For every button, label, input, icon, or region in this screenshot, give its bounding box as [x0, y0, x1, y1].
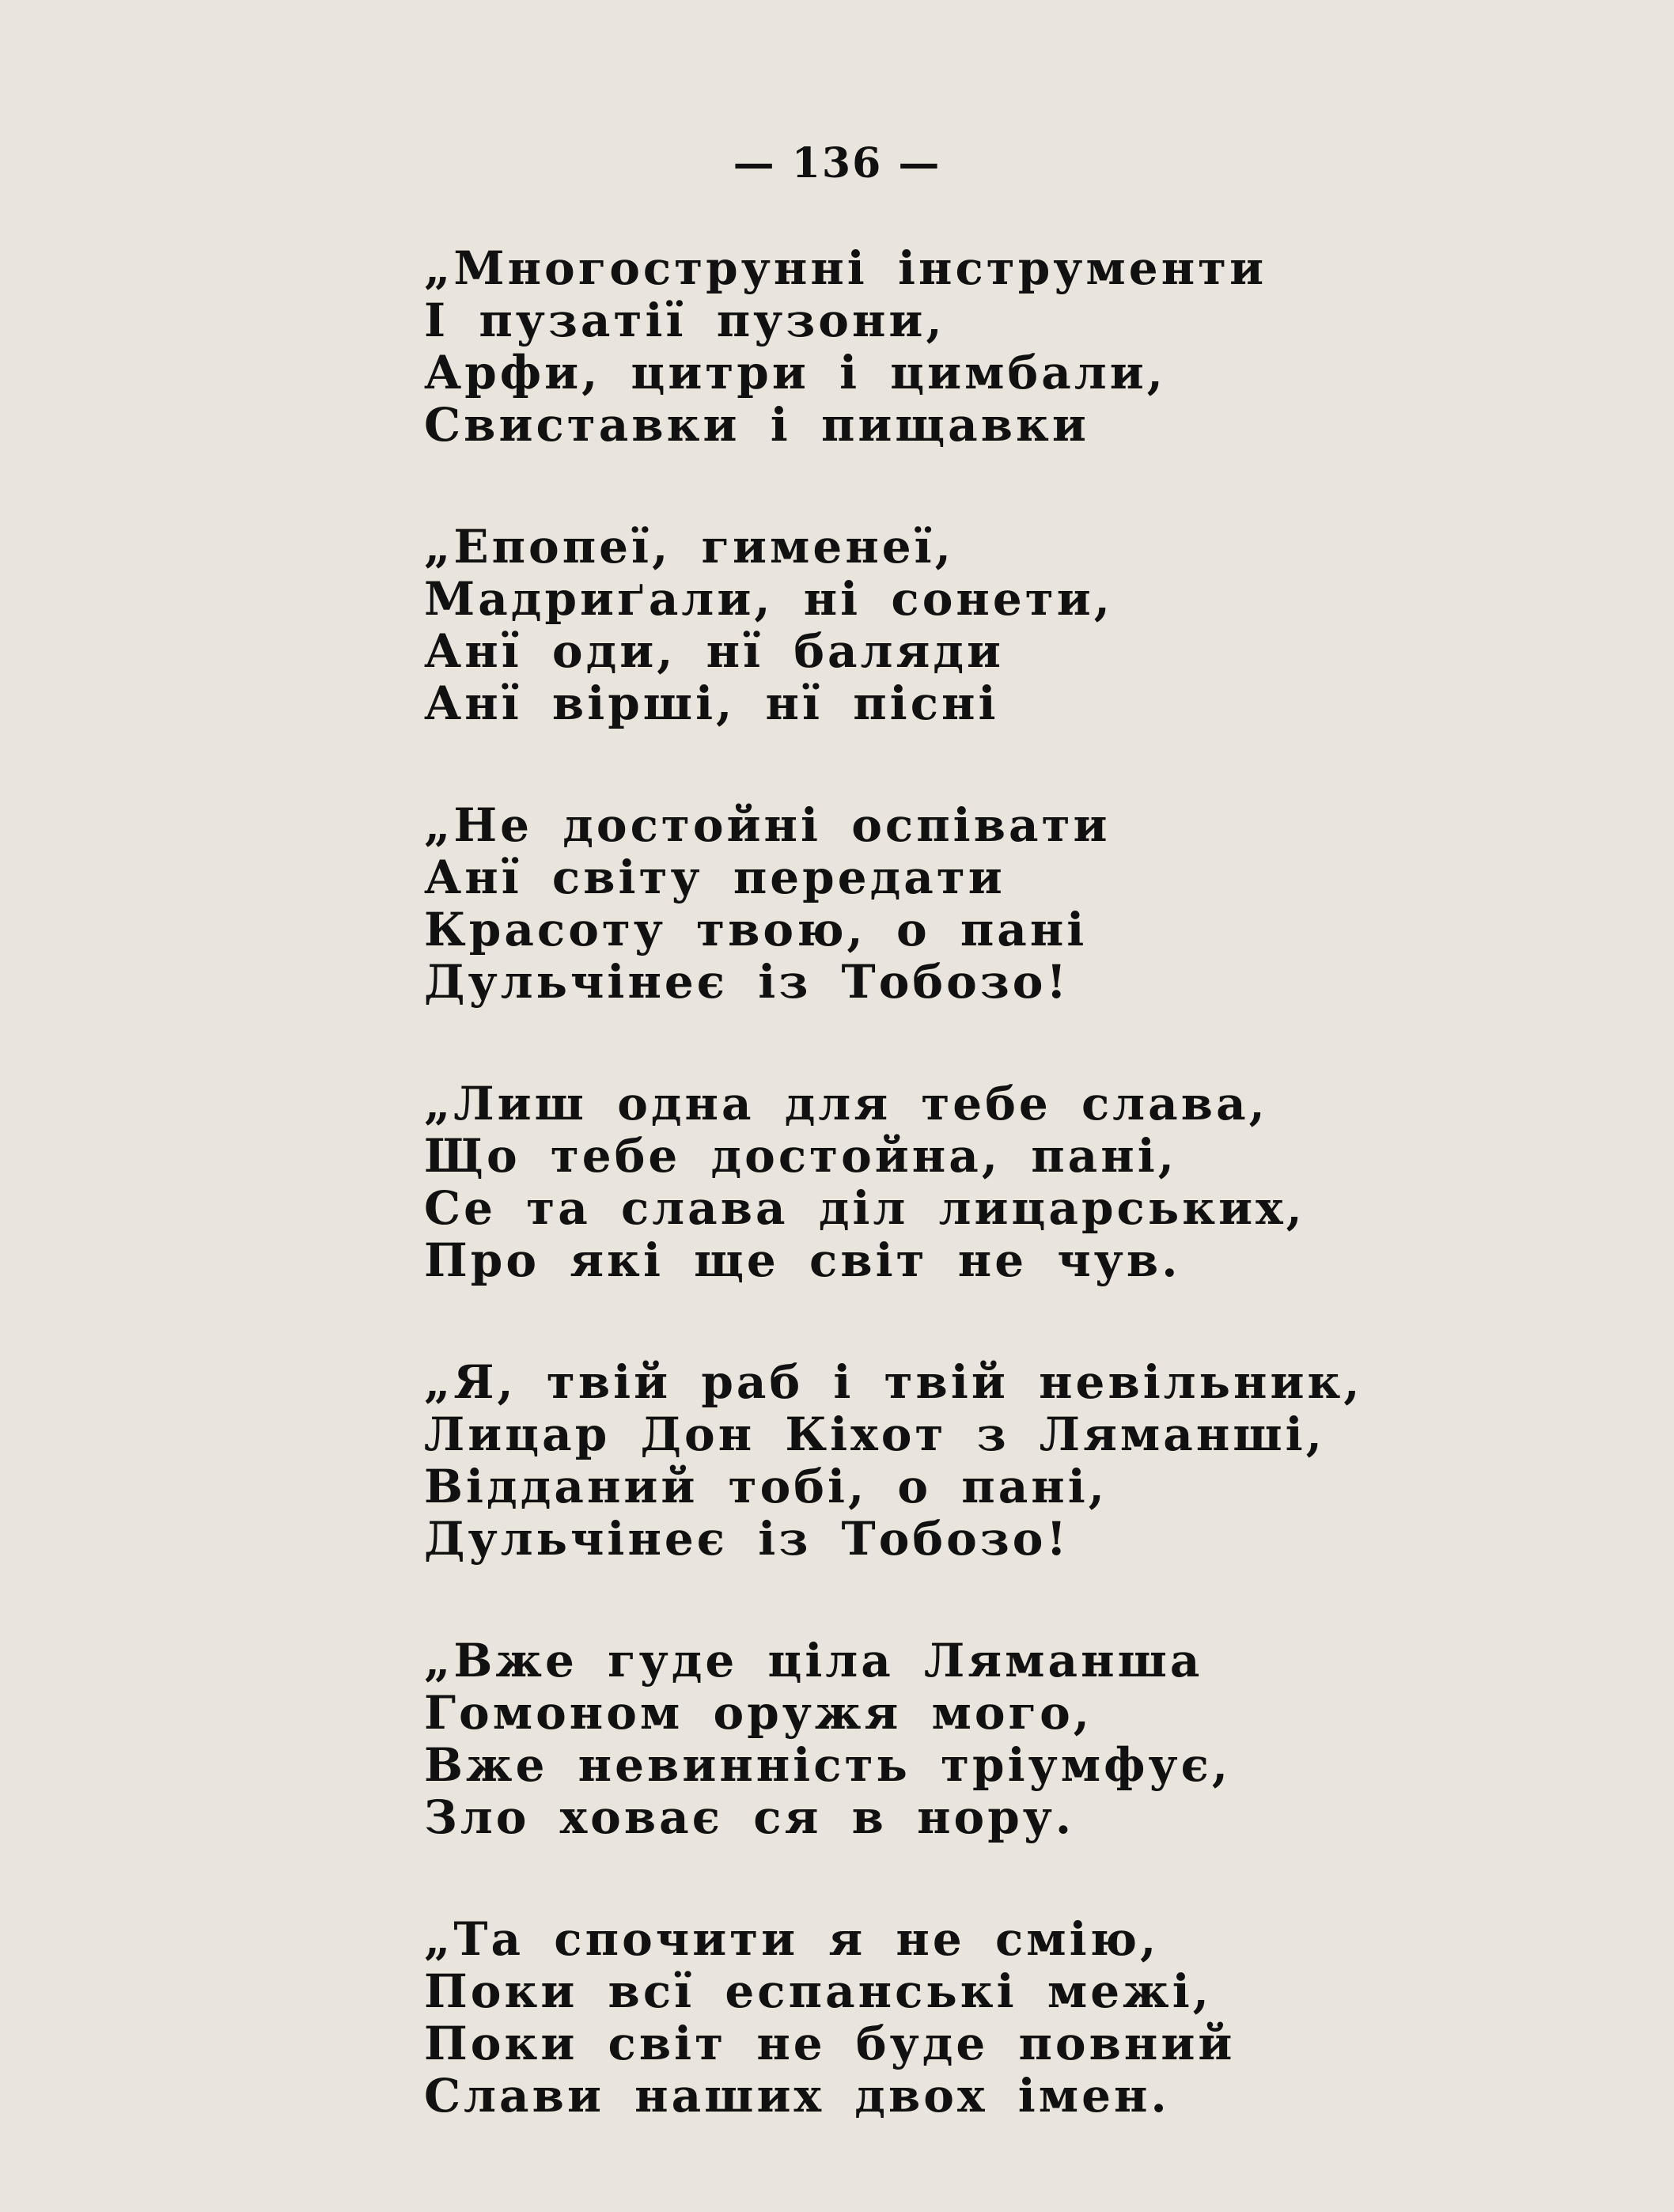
poem-line: І пузатії пузони, [424, 294, 945, 347]
poem-line: Лицар Дон Кіхот з Ляманші, [424, 1407, 1325, 1461]
poem-line: „Вже гуде ціла Ляманша [424, 1634, 1203, 1687]
poem-line: Се та слава діл лицарських, [424, 1181, 1305, 1235]
poem-line: Гомоном оружя мого, [424, 1686, 1093, 1740]
poem-line: Поки світ не буде повний [424, 2017, 1236, 2070]
poem-line: „Многострунні інструменти [424, 241, 1267, 295]
poem-line: Відданий тобі, о пані, [424, 1460, 1108, 1513]
stanza-5 [424, 1356, 1532, 1565]
poem-body [424, 242, 1532, 2191]
stanza-2 [424, 521, 1532, 729]
poem-line: Мадриґали, ні сонети, [424, 572, 1113, 626]
poem-line: Зло ховає ся в нору. [424, 1790, 1075, 1844]
poem-line: Дульчінеє із Тобозо! [424, 1512, 1070, 1566]
poem-line: „Та спочити я не смію, [424, 1912, 1160, 1966]
stanza-6 [424, 1634, 1532, 1843]
poem-line: Красоту твою, о пані [424, 903, 1088, 956]
poem-line: Анї вірші, нї пісні [424, 676, 999, 730]
stanza-1 [424, 242, 1532, 451]
poem-line: Свиставки і пищавки [424, 398, 1089, 452]
poem-line: „Лиш одна для тебе слава, [424, 1077, 1268, 1131]
poem-line: Арфи, цитри і цимбали, [424, 346, 1166, 400]
poem-line: Вже невинність тріумфує, [424, 1738, 1232, 1792]
poem-line: Анї оди, нї баляди [424, 624, 1005, 678]
page-number: — 136 — [733, 139, 941, 187]
stanza-7 [424, 1913, 1532, 2122]
poem-line: „Не достойні оспівати [424, 798, 1111, 852]
stanza-3 [424, 799, 1532, 1008]
poem-line: Що тебе достойна, пані, [424, 1129, 1177, 1183]
poem-line: Про які ще світ не чув. [424, 1233, 1181, 1287]
poem-line: Дульчінеє із Тобозо! [424, 955, 1070, 1009]
poem-line: Слави наших двох імен. [424, 2069, 1170, 2123]
stanza-4 [424, 1078, 1532, 1286]
poem-line: „Епопеї, гименеї, [424, 520, 954, 574]
poem-line: Анї світу передати [424, 850, 1006, 904]
poem-line: Поки всї еспанські межі, [424, 1964, 1212, 2018]
poem-line: „Я, твій раб і твій невільник, [424, 1355, 1363, 1409]
